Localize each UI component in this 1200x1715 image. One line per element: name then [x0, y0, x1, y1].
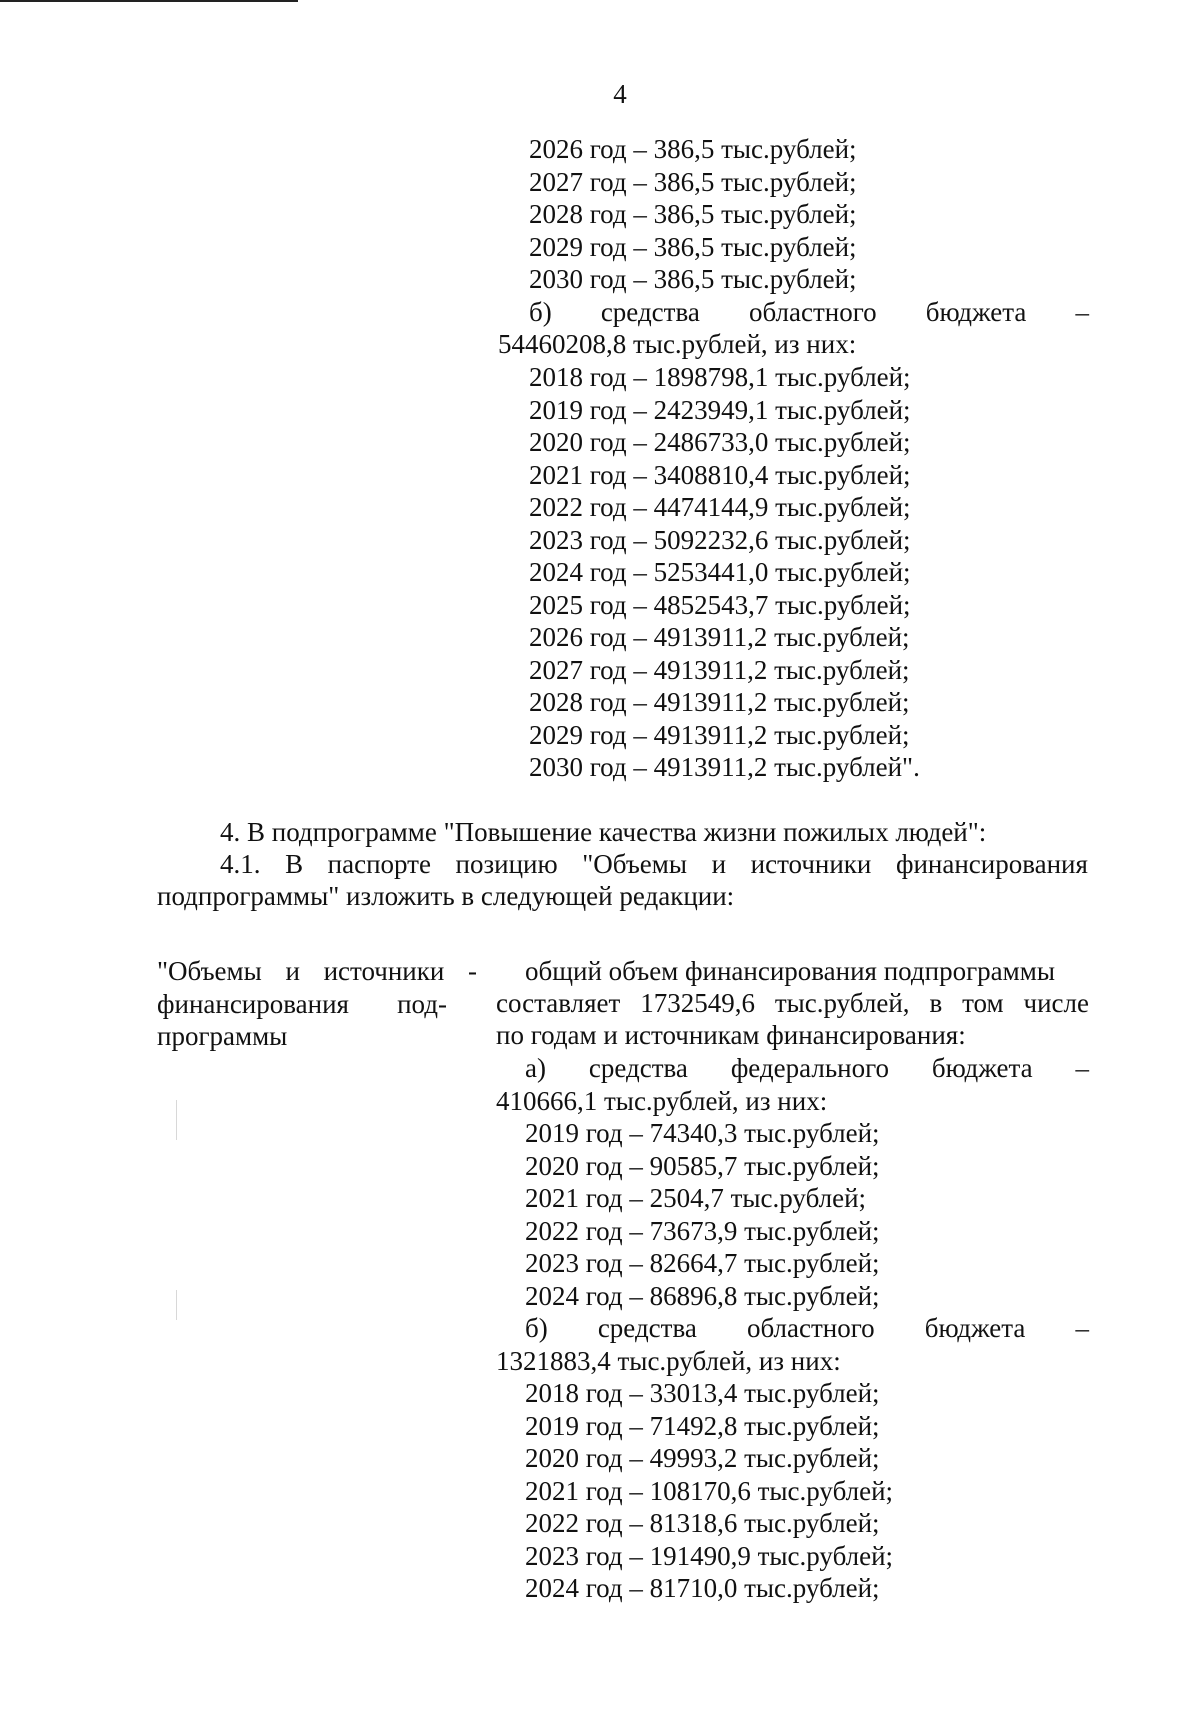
page-number: 4 [613, 79, 627, 109]
regional-years-list [529, 361, 920, 784]
passport-intro-line3: по годам и источникам финансирования: [496, 1020, 966, 1050]
list-item: 2028 год – 4913911,2 тыс.рублей; [529, 687, 910, 717]
list-item: 2020 год – 2486733,0 тыс.рублей; [529, 427, 911, 457]
federal-budget-total: 410666,1 тыс.рублей, из них: [496, 1086, 828, 1116]
list-item: 2023 год – 5092232,6 тыс.рублей; [529, 524, 911, 555]
list-item: 2020 год – 90585,7 тыс.рублей; [525, 1150, 880, 1181]
list-item: 2019 год – 71492,8 тыс.рублей; [525, 1410, 880, 1441]
list-item: 2028 год – 386,5 тыс.рублей; [529, 199, 857, 229]
section-heading: 4. В подпрограмме "Повышение качества жизни пожилых людей": [220, 817, 987, 847]
regional-years-list-2 [525, 1377, 893, 1605]
list-item: 2023 год – 82664,7 тыс.рублей; [525, 1248, 880, 1278]
scan-edge-line [0, 0, 298, 2]
federal-budget-heading: а) средства федерального бюджета – [525, 1053, 1089, 1083]
list-item: 2021 год – 108170,6 тыс.рублей; [525, 1475, 894, 1506]
list-item: 2029 год – 4913911,2 тыс.рублей; [529, 719, 910, 750]
scan-artifact [176, 1290, 177, 1320]
list-item: 2027 год – 4913911,2 тыс.рублей; [529, 654, 910, 685]
regional-budget-heading: б) средства областного бюджета – [529, 297, 1089, 327]
list-item: 2019 год – 74340,3 тыс.рублей; [525, 1118, 880, 1148]
list-item: 2023 год – 191490,9 тыс.рублей; [525, 1540, 894, 1571]
scan-artifact [176, 1100, 177, 1140]
list-item: 2030 год – 386,5 тыс.рублей; [529, 264, 857, 294]
federal-years-list [525, 1117, 880, 1312]
list-item: 2025 год – 4852543,7 тыс.рублей; [529, 589, 911, 620]
list-item: 2029 год – 386,5 тыс.рублей; [529, 231, 857, 262]
list-item: 2026 год – 386,5 тыс.рублей; [529, 134, 857, 164]
passport-intro-line1: общий объем финансирования подпрограммы [525, 956, 1055, 986]
list-item: 2024 год – 86896,8 тыс.рублей; [525, 1280, 880, 1311]
section-item-line2: подпрограммы" изложить в следующей редакции: [157, 881, 735, 911]
list-item: 2020 год – 49993,2 тыс.рублей; [525, 1443, 880, 1473]
list-item: 2019 год – 2423949,1 тыс.рублей; [529, 394, 911, 425]
list-item: 2018 год – 1898798,1 тыс.рублей; [529, 362, 911, 392]
list-item: 2021 год – 3408810,4 тыс.рублей; [529, 459, 911, 490]
list-item: 2022 год – 73673,9 тыс.рублей; [525, 1215, 880, 1246]
list-item: 2026 год – 4913911,2 тыс.рублей; [529, 622, 910, 652]
list-item: 2022 год – 4474144,9 тыс.рублей; [529, 492, 911, 522]
list-item: 2018 год – 33013,4 тыс.рублей; [525, 1378, 880, 1408]
list-item: 2021 год – 2504,7 тыс.рублей; [525, 1183, 867, 1213]
list-item: 2024 год – 81710,0 тыс.рублей; [525, 1573, 880, 1603]
section-item-line1: 4.1. В паспорте позицию "Объемы и источники финансирования [220, 849, 1088, 879]
regional-budget-total: 54460208,8 тыс.рублей, из них: [498, 329, 857, 359]
list-item: 2024 год – 5253441,0 тыс.рублей; [529, 557, 911, 587]
passport-label: "Объемы и источники - финансирования под- программы [157, 956, 477, 1051]
list-item: 2022 год – 81318,6 тыс.рублей; [525, 1508, 880, 1538]
passport-intro-line2: составляет 1732549,6 тыс.рублей, в том числе [496, 988, 1089, 1018]
list-item: 2027 год – 386,5 тыс.рублей; [529, 166, 857, 197]
federal-years-tail [529, 133, 857, 296]
regional-budget-total-2: 1321883,4 тыс.рублей, из них: [496, 1346, 841, 1376]
regional-budget-heading-2: б) средства областного бюджета – [525, 1313, 1089, 1343]
list-item: 2030 год – 4913911,2 тыс.рублей". [529, 752, 920, 782]
